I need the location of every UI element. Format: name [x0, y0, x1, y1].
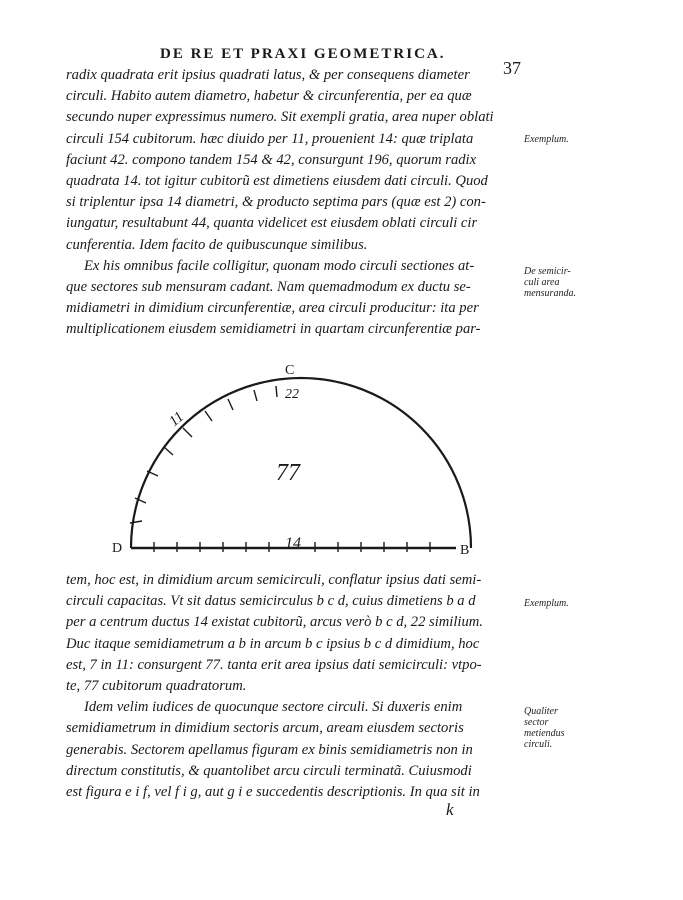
margin-note-exemplum-2: Exemplum.	[524, 598, 569, 609]
text-line: per a centrum ductus 14 existat cubitorũ, arcus verò b c d, 22 similium.	[66, 614, 483, 631]
label-d: D	[112, 541, 123, 556]
text-line: directum constitutis, & quantolibet arcu circuli terminatã. Cuiusmodi	[66, 762, 472, 779]
text-line: secundo nuper expressimus numero. Sit exempli gratia, area nuper oblati	[66, 109, 494, 126]
half-arc-value: 11	[166, 408, 188, 430]
running-head: DE RE ET PRAXI GEOMETRICA.	[160, 46, 446, 62]
margin-note-exemplum: Exemplum.	[524, 134, 569, 145]
text-line: Idem velim iudices de quocunque sectore circuli. Si duxeris enim	[84, 699, 463, 716]
margin-note-semicircle-area: De semicir-culi area mensuranda.	[524, 266, 576, 299]
semicircle-figure	[108, 358, 478, 558]
text-line: Duc itaque semidiametrum a b in arcum b c ipsius b c d dimidium, hoc	[66, 635, 480, 652]
text-line: radix quadrata erit ipsius quadrati latus, & per consequens diameter	[66, 67, 470, 83]
text-line: generabis. Sectorem apellamus figuram ex binis semidiametris non in	[66, 741, 473, 758]
diameter-value: 14	[285, 535, 301, 552]
text-line: multiplicationem eiusdem semidiametri in quartam circunferentiæ par-	[66, 321, 481, 338]
text-line: iungatur, resultabunt 44, quanta videlicet est eiusdem oblati circuli cir	[66, 215, 478, 232]
text-line: semidiametrum in dimidium sectoris arcum, aream eiusdem sectoris	[66, 720, 464, 737]
text-line: te, 77 cubitorum quadratorum.	[66, 677, 247, 694]
arc-ticks	[130, 386, 277, 523]
semicircle-diagram	[108, 358, 478, 558]
text-block-top	[66, 65, 512, 340]
text-line: que sectores sub mensuram cadant. Nam quemadmodum ex ductu se-	[66, 278, 471, 295]
semicircle-arc	[131, 378, 471, 548]
label-b: B	[460, 543, 470, 558]
signature-mark: k	[446, 800, 454, 819]
arc-value: 22	[285, 387, 299, 402]
text-block-bottom	[66, 570, 512, 803]
text-line: circuli capacitas. Vt sit datus semicirculus b c d, cuius dimetiens b a d	[66, 593, 476, 610]
margin-note-sector: Qualiter sector metiendus circuli.	[524, 706, 565, 750]
page-number: 37	[503, 58, 521, 78]
text-line: faciunt 42. compono tandem 154 & 42, consurgunt 196, quorum radix	[66, 151, 477, 168]
text-line: tem, hoc est, in dimidium arcum semicirculi, conflatur ipsius dati semi-	[66, 572, 482, 588]
text-line: quadrata 14. tot igitur cubitorũ est dimetiens eiusdem dati circuli. Quod	[66, 172, 488, 189]
text-line: circuli. Habito autem diametro, habetur & circunferentia, per ea quæ	[66, 88, 472, 105]
text-line: est, 7 in 11: consurgent 77. tanta erit area ipsius dati semicirculi: vtpo-	[66, 656, 482, 673]
text-line: midiametri in dimidium circunferentiæ, area circuli producitur: ita per	[66, 300, 479, 317]
text-line: est figura e i f, vel f i g, aut g i e succedentis descriptionis. In qua sit in	[66, 783, 480, 800]
label-c: C	[285, 363, 295, 378]
text-line: cunferentia. Idem facito de quibuscunque similibus.	[66, 236, 368, 253]
text-line: circuli 154 cubitorum. hæc diuido per 11, prouenient 14: quæ triplata	[66, 130, 474, 147]
area-value: 77	[276, 460, 300, 486]
text-line: si triplentur ipsa 14 diametri, & producto septima pars (quæ est 2) con-	[66, 194, 486, 211]
text-line: Ex his omnibus facile colligitur, quonam modo circuli sectiones at-	[84, 257, 475, 274]
